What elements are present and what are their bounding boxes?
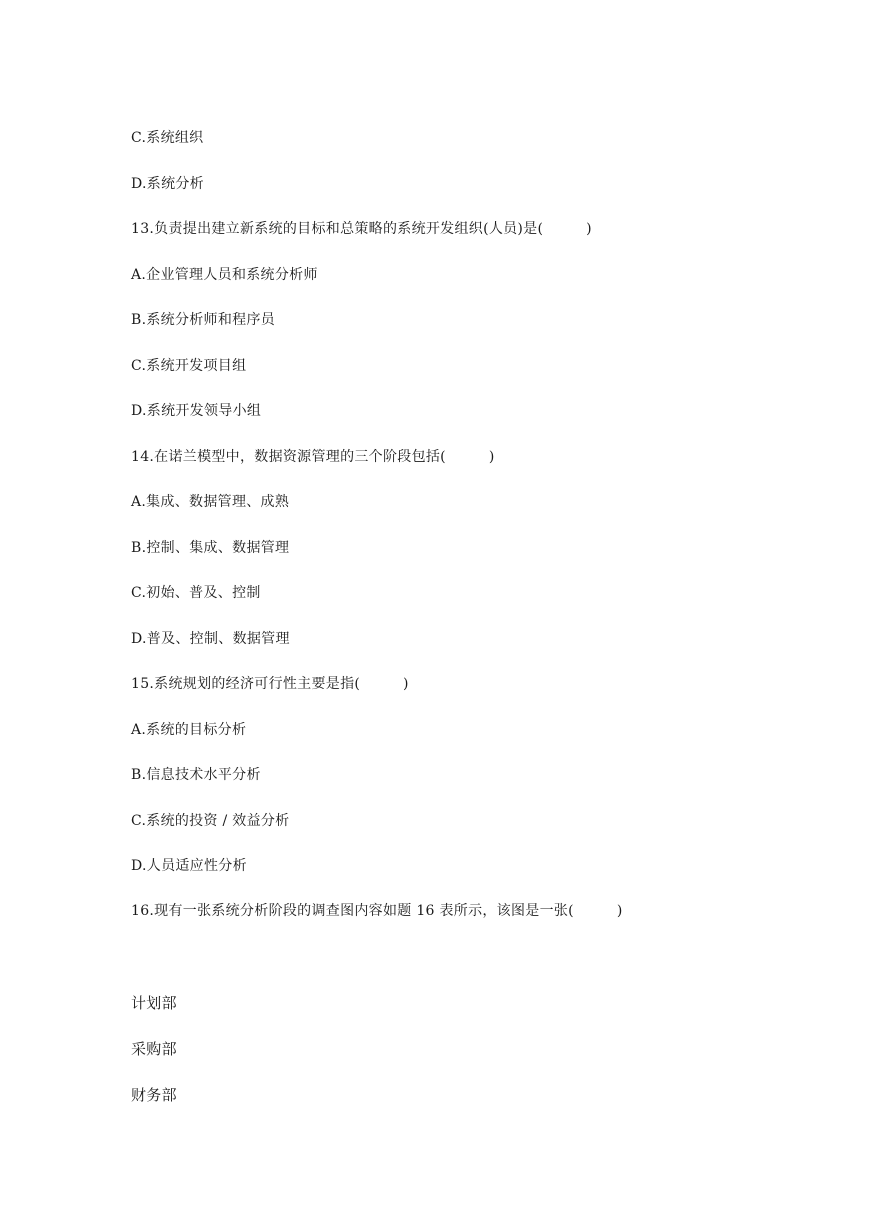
department-planning: 计划部 (131, 994, 177, 1012)
option-c-q14: C.初始、普及、控制 (131, 585, 261, 601)
option-d-q14: D.普及、控制、数据管理 (131, 631, 290, 647)
option-d-q12: D.系统分析 (131, 176, 204, 192)
option-c-q15: C.系统的投资 / 效益分析 (131, 813, 290, 829)
question-15: 15.系统规划的经济可行性主要是指( ) (131, 676, 409, 692)
option-a-q13: A.企业管理人员和系统分析师 (131, 267, 318, 283)
question-14: 14.在诺兰模型中，数据资源管理的三个阶段包括( ) (131, 449, 495, 465)
option-b-q14: B.控制、集成、数据管理 (131, 540, 290, 556)
department-finance: 财务部 (131, 1086, 177, 1104)
question-16: 16.现有一张系统分析阶段的调查图内容如题 16 表所示，该图是一张( ) (131, 903, 623, 919)
question-13: 13.负责提出建立新系统的目标和总策略的系统开发组织(人员)是( ) (131, 221, 592, 237)
option-b-q15: B.信息技术水平分析 (131, 767, 261, 783)
department-purchasing: 采购部 (131, 1040, 177, 1058)
option-a-q14: A.集成、数据管理、成熟 (131, 494, 290, 510)
option-c-q13: C.系统开发项目组 (131, 358, 247, 374)
option-d-q15: D.人员适应性分析 (131, 858, 247, 874)
option-d-q13: D.系统开发领导小组 (131, 403, 262, 419)
option-b-q13: B.系统分析师和程序员 (131, 312, 276, 328)
option-c-q12: C.系统组织 (131, 130, 204, 146)
option-a-q15: A.系统的目标分析 (131, 722, 247, 738)
